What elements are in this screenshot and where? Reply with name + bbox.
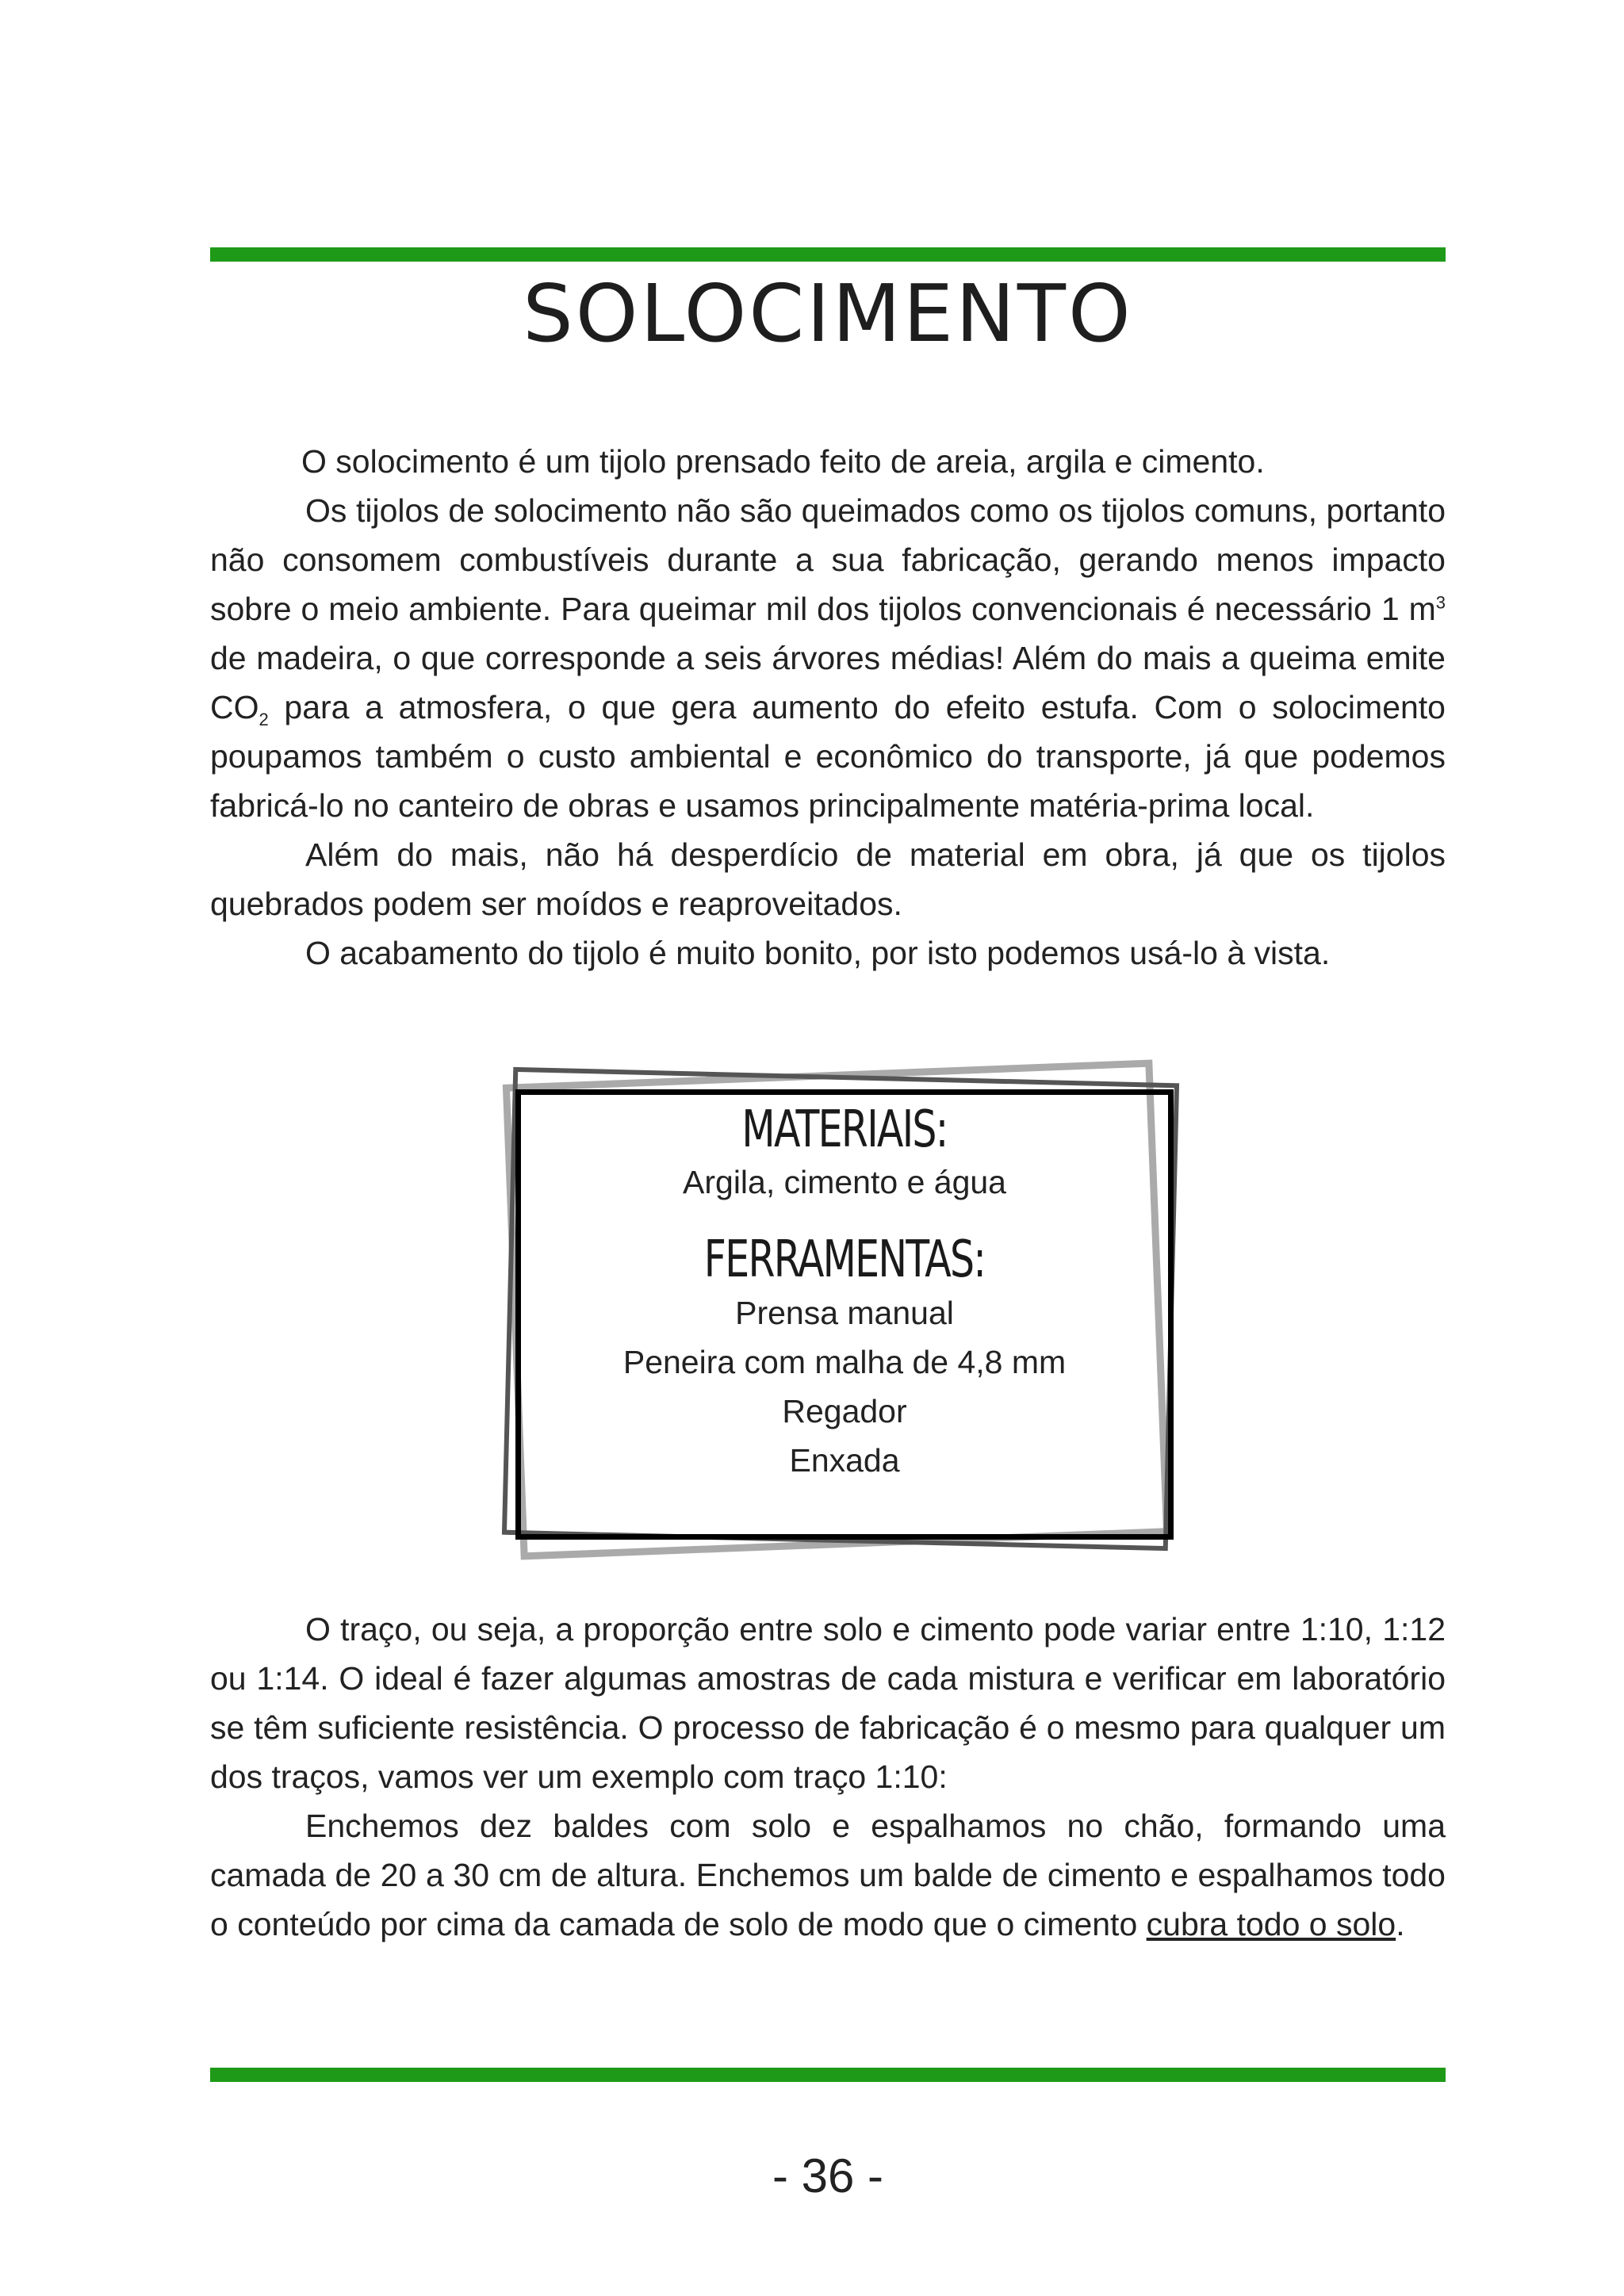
superscript-3: 3 bbox=[1435, 592, 1446, 613]
tool-item: Regador bbox=[782, 1392, 907, 1429]
intro-paragraph-3: Além do mais, não há desperdício de material em obra, já que os tijolos quebrados podem ser moídos e reaproveitados. bbox=[210, 836, 1446, 922]
tool-item: Peneira com malha de 4,8 mm bbox=[622, 1343, 1067, 1380]
underlined-phrase: cubra todo o solo bbox=[1146, 1906, 1396, 1942]
tools-heading: FERRAMENTAS: bbox=[703, 1230, 986, 1290]
materials-tools-box bbox=[476, 1054, 1205, 1562]
page-number: - 36 - bbox=[772, 2149, 884, 2202]
subscript-2: 2 bbox=[259, 710, 269, 730]
intro-paragraph-2: Os tijolos de solocimento não são queimados como os tijolos comuns, portanto não consomem combustíveis durante a sua fabricação, gerando menos impacto sobre o meio ambiente. Para queimar mil dos tijolos convencionais é necessário 1 $m^3$ de madeira, o que corresponde a seis árvores médias! Além do mais a queima emite $CO_2$ para a atmosfera, o que gera aumento do efeito estufa. Com o solocimento poupamos também o custo ambiental e econômico do transporte, já que podemos fabricá-lo no canteiro de obras e usamos principalmente matéria-prima local. bbox=[210, 492, 1446, 824]
page-title: SOLOCIMENTO bbox=[523, 267, 1133, 360]
intro-paragraph-1: O solocimento é um tijolo prensado feito de areia, argila e cimento. bbox=[301, 443, 1265, 480]
intro-paragraph-4: O acabamento do tijolo é muito bonito, por isto podemos usá-lo à vista. bbox=[305, 935, 1331, 971]
top-green-rule bbox=[210, 247, 1446, 262]
bottom-green-rule bbox=[210, 2068, 1446, 2082]
box-content bbox=[515, 1102, 1174, 1485]
process-text bbox=[210, 1605, 1446, 1949]
intro-text bbox=[210, 437, 1446, 978]
tool-item: Prensa manual bbox=[735, 1294, 954, 1331]
tool-item: Enxada bbox=[789, 1441, 900, 1479]
process-paragraph-2: Enchemos dez baldes com solo e espalhamos no chão, formando uma camada de 20 a 30 cm de altura. Enchemos um balde de cimento e espalhamos todo o conteúdo por cima da camada de solo de modo que o cimento cubra todo o solo. bbox=[210, 1808, 1446, 1942]
process-paragraph-1: O traço, ou seja, a proporção entre solo e cimento pode variar entre 1:10, 1:12 ou 1:14. O ideal é fazer algumas amostras de cada mistura e verificar em laboratório se têm suficiente resistência. O processo de fabricação é o mesmo para qualquer um dos traços, vamos ver um exemplo com traço 1:10: bbox=[210, 1611, 1446, 1795]
materials-list: Argila, cimento e água bbox=[683, 1164, 1006, 1201]
materials-heading: MATERIAIS: bbox=[741, 1100, 948, 1159]
